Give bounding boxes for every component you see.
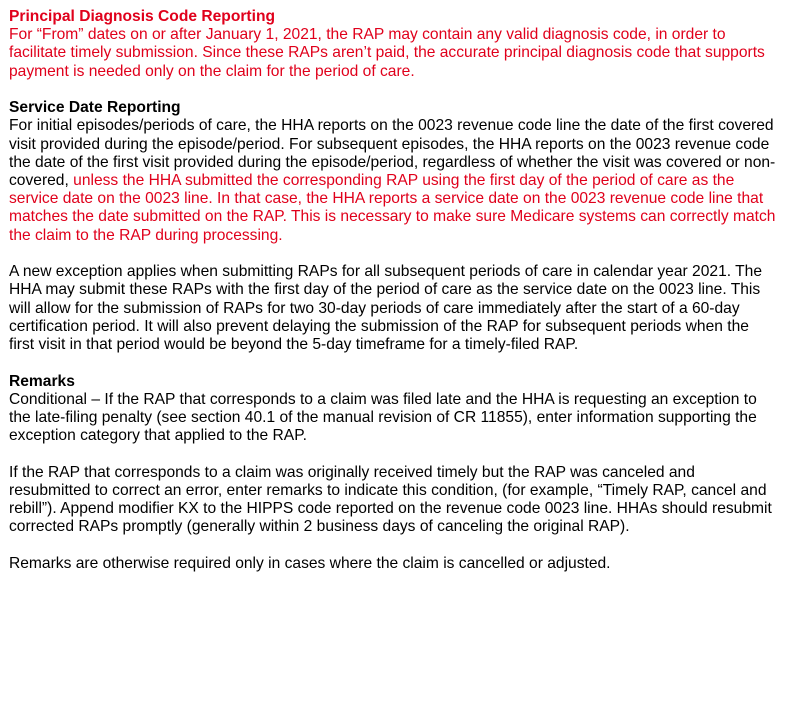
spacer bbox=[9, 245, 776, 263]
service-date-paragraph-1-original: For initial episodes/periods of care, the HHA reports on the 0023 revenue code line the date of the first covered visit provided during the episode/period. For subsequent episodes, the HHA reports on the 0023 revenue code the date of the first visit provided during the episode/period, regardless of whether the visit was covered or non-covered, bbox=[9, 117, 776, 190]
spacer bbox=[9, 354, 776, 372]
principal-diagnosis-heading: Principal Diagnosis Code Reporting bbox=[9, 8, 275, 25]
remarks-paragraph-3: Remarks are otherwise required only in cases where the claim is cancelled or adjusted. bbox=[9, 555, 611, 573]
principal-diagnosis-body: For “From” dates on or after January 1, 2021, the RAP may contain any valid diagnosis code, in order to facilitate timely submission. Since these RAPs aren’t paid, the accurate principal diagnosis code that supports payment is needed only on the claim for the period of care. bbox=[9, 26, 765, 80]
spacer bbox=[9, 81, 776, 99]
remarks-paragraph-1: Conditional – If the RAP that corresponds to a claim was filed late and the HHA is requesting an exception to the late-filing penalty (see section 40.1 of the manual revision of CR 11855), enter information supporting the exception category that applied to the RAP. bbox=[9, 390, 757, 445]
remarks-paragraph-2: If the RAP that corresponds to a claim was originally received timely but the RAP was canceled and resubmitted to correct an error, enter remarks to indicate this condition, (for example, “Timely RAP, cancel and rebill”). Append modifier KX to the HIPPS code reported on the revenue code 0023 line. HHAs should resubmit corrected RAPs promptly (generally within 2 business days of canceling the original RAP). bbox=[9, 463, 772, 536]
spacer bbox=[9, 537, 776, 555]
principal-diagnosis-section bbox=[9, 8, 776, 81]
spacer bbox=[9, 445, 776, 463]
remarks-section bbox=[9, 373, 776, 574]
service-date-paragraph-2: A new exception applies when submitting RAPs for all subsequent periods of care in calendar year 2021. The HHA may submit these RAPs with the first day of the period of care as the service date on the 0023 line. This will allow for the submission of RAPs for two 30-day periods of care immediately after the start of a 60-day certification period. It will also prevent delaying the submission of the RAP for subsequent periods when the first visit in that period would be beyond the 5-day timeframe for a timely-filed RAP. bbox=[9, 263, 762, 354]
service-date-paragraph-1-revision: unless the HHA submitted the corresponding RAP using the first day of the period of care as the service date on the 0023 line. In that case, the HHA reports a service date on the 0023 revenue code line that matches the date submitted on the RAP. This is necessary to make sure Medicare systems can correctly match the claim to the RAP during processing. bbox=[9, 172, 776, 244]
service-date-heading: Service Date Reporting bbox=[9, 99, 181, 117]
service-date-section bbox=[9, 99, 776, 354]
remarks-heading: Remarks bbox=[9, 372, 75, 390]
service-date-paragraph-1 bbox=[9, 117, 776, 244]
